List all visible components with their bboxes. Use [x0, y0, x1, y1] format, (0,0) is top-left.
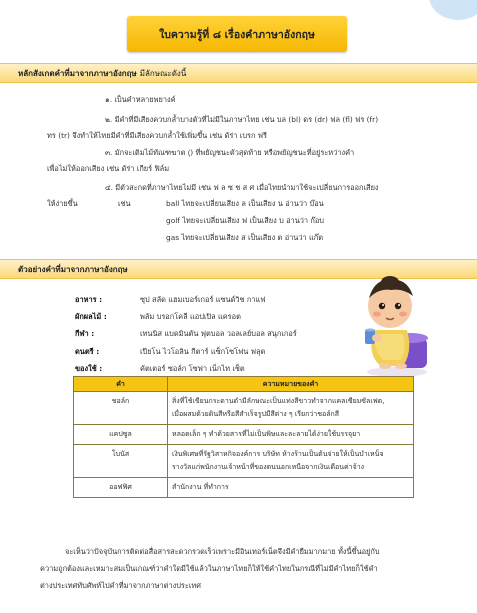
rule-3-continued: เพื่อไม่ให้ออกเสียง เช่น ดัร่า เกียร์ ฟิล์ม	[47, 164, 170, 173]
meaning-line: รางวัลแก่พนักงานเจ้าหน้าที่ของตนนอกเหนือจากเงินเดือนค่าจ้าง	[172, 463, 365, 471]
table-cell-word: ชอล์ก	[74, 392, 168, 425]
category-label: กีฬา :	[75, 329, 95, 338]
table-row	[74, 478, 414, 498]
page-title: ใบความรู้ที่ ๘ เรื่องคำภาษาอังกฤษ	[127, 16, 347, 52]
category-words: คัตเตอร์ ซอล์ก โซฟา เน็กไท เช็ต	[140, 364, 245, 373]
rule-3: ๓. มักจะเติมไม้ทัณฑฆาต (ฺ) ที่พยัญชนะตัวสุดท้าย หรือพยัญชนะที่อยู่ระหว่างคำ	[105, 148, 355, 157]
meaning-line: เงินพิเศษที่รัฐวิสาหกิจองค์การ บริษัท ห้างร้านเป็นต้นจ่ายให้เป็นบำเหน็จ	[172, 450, 384, 458]
section-heading-observation	[0, 63, 477, 83]
table-row	[74, 392, 414, 425]
example-golf: golf ไทยจะเปลี่ยนเสียง ฟ เป็นเสียง บ อ่านว่า ก๊อบ	[166, 216, 325, 225]
footer-line-1: จะเห็นว่าปัจจุบันการติดต่อสื่อสารสะดวกรวดเร็วเพราะมีอินเทอร์เน็ตจึงมีคำยืมมากมาย ทั้งนี้ขึ้นอยู่กับ	[65, 547, 380, 556]
category-label: อาหาร :	[75, 295, 103, 304]
table-row	[74, 425, 414, 445]
meaning-line: เมื่อผสมด้วยดินสีหรือสีสำเร็จรูปมีสีต่าง ๆ เรียกว่าชอล์กสี	[172, 410, 339, 418]
table-header-word: คำ	[74, 377, 168, 392]
table-cell-meaning	[168, 425, 414, 445]
example-ball: ball ไทยจะเปลี่ยนเสียง ล เป็นเสียง น อ่านว่า บ๊อน	[166, 199, 324, 208]
table-cell-meaning	[168, 445, 414, 478]
table-header-row	[74, 377, 414, 392]
category-words: ซุป สลัด แฮมเบอร์เกอร์ แซนด์วิช กาแฟ	[140, 295, 266, 304]
meaning-line: สำนักงาน ที่ทำการ	[172, 483, 229, 491]
table-cell-word: แคปซูล	[74, 425, 168, 445]
category-label: ผักผลไม้ :	[75, 312, 107, 321]
table-cell-meaning	[168, 392, 414, 425]
rule-2: ๒. มีคำที่มีเสียงควบกล้ำบางตัวที่ไม่มีในภาษาไทย เช่น บล (bl) ดร (dr) ฟล (fl) ฟร (fr)	[105, 115, 379, 124]
category-words: เทนนิส แบดมินตัน ฟุตบอล วอลเลย์บอล สนุกเกอร์	[140, 329, 297, 338]
corner-decoration	[429, 0, 477, 20]
category-words: พลัม บรอกโคลี แอปเปิล แครอต	[140, 312, 241, 321]
table-header-meaning: ความหมายของคำ	[168, 377, 414, 392]
rule-1: ๑. เป็นคำหลายพยางค์	[105, 95, 176, 104]
table-row	[74, 445, 414, 478]
category-label: ดนตรี :	[75, 347, 100, 356]
category-label: ของใช้ :	[75, 364, 103, 373]
section-heading-text: หลักสังเกตคำที่มาจากภาษาอังกฤษ	[18, 68, 137, 78]
meaning-line: สิ่งที่ใช้เขียนกระดานดำมีลักษณะเป็นแท่งสีขาวทำจากแคลเซียมซัลเฟต,	[172, 397, 385, 405]
footer-line-3: ต่างประเทศทับศัพท์ไปคำที่มาจากภาษาต่างประเทศ	[40, 581, 201, 590]
section-heading-suffix: มีลักษณะดังนี้	[139, 68, 187, 78]
section-heading-text: ตัวอย่างคำที่มาจากภาษาอังกฤษ	[18, 264, 128, 274]
footer-line-2: ความถูกต้องและเหมาะสมเป็นเกณฑ์ว่าคำใดมีใช้แล้วในภาษาไทยก็ให้ใช้คำไทยในกรณีที่ไม่มีคำไทยก็ใช้คำ	[40, 564, 378, 573]
vocabulary-table	[73, 376, 414, 498]
meaning-line: หลอดเล็ก ๆ ทำด้วยสารที่ไม่เป็นพิษและละลายได้ง่ายใช้บรรจุยา	[172, 430, 361, 438]
table-cell-word: โบนัส	[74, 445, 168, 478]
rule-4-continued: ให้ง่ายขึ้น	[47, 199, 78, 208]
category-words: เปียโน ไวโอลิน กีตาร์ แซ็กโซโฟน ฟลุต	[140, 347, 266, 356]
rule-2-continued: ทร (tr) จึงทำให้ไทยมีคำที่มีเสียงควบกล้ำใช้เพิ่มขึ้น เช่น ดัร่า เบรก ฟรี	[47, 131, 268, 140]
table-cell-meaning	[168, 478, 414, 498]
example-gas: gas ไทยจะเปลี่ยนเสียง ส เป็นเสียง ต อ่านว่า แก๊ต	[166, 233, 324, 242]
rule-4: ๔. มีตัวสะกดที่ภาษาไทยไม่มี เช่น ฟ ล ซ ช ส ศ เมื่อไทยนำมาใช้จะเปลี่ยนการออกเสียง	[105, 183, 379, 192]
example-label: เช่น	[118, 199, 131, 208]
child-mascot-illustration	[355, 268, 437, 378]
table-cell-word: ออฟฟิศ	[74, 478, 168, 498]
